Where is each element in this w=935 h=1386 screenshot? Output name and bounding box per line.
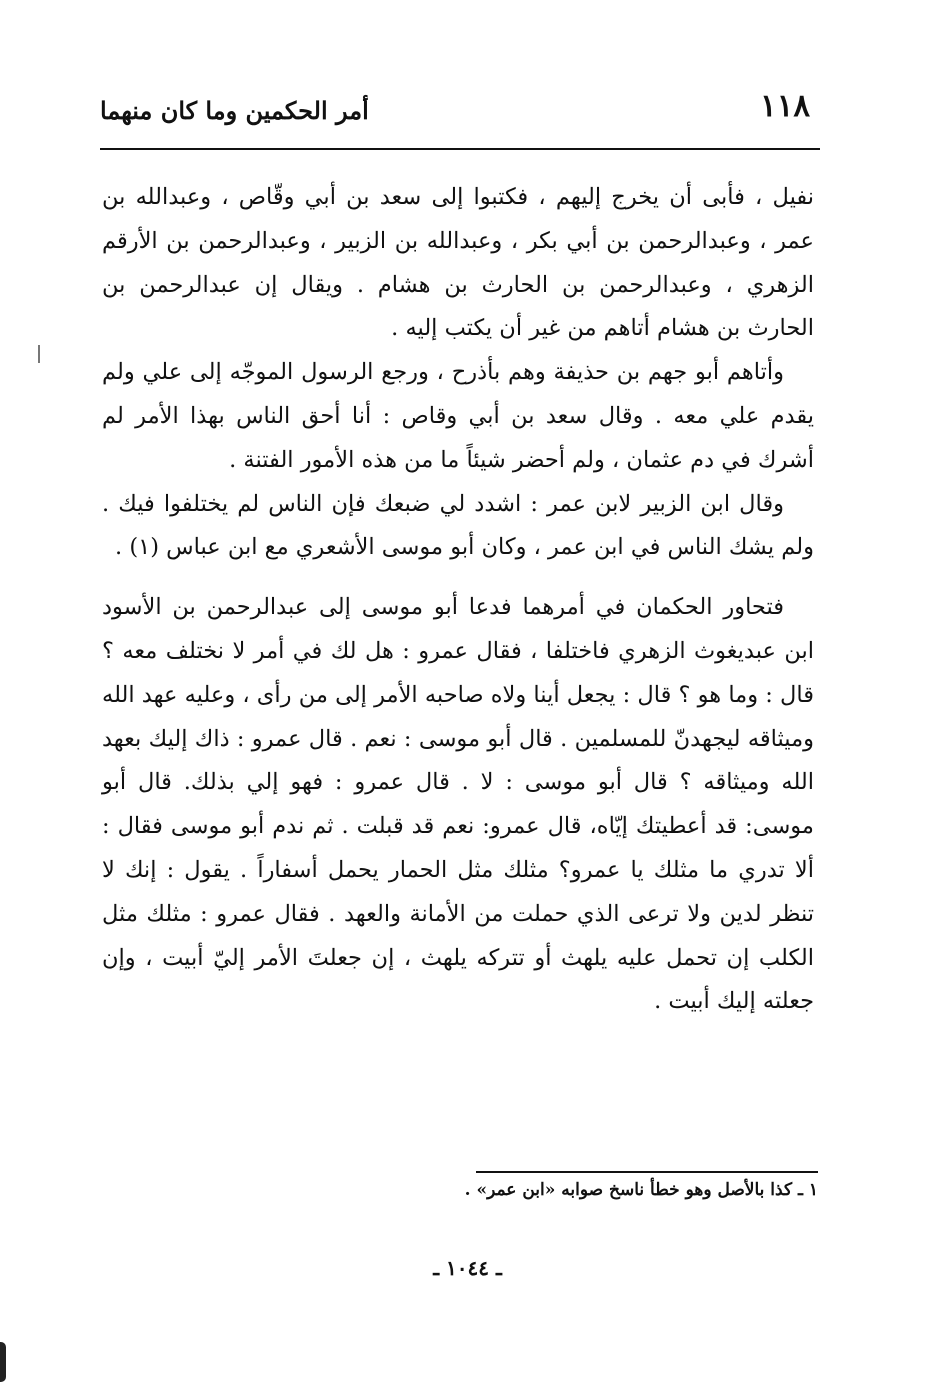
running-title: أمر الحكمين وما كان منهما xyxy=(100,96,369,125)
page-header xyxy=(100,88,818,144)
folio-page-number: ـ ١٠٤٤ ـ xyxy=(433,1256,502,1280)
scan-artifact-edge xyxy=(0,1342,6,1382)
footnote-rule xyxy=(476,1171,818,1173)
paragraph-4: فتحاور الحكمان في أمرهما فدعا أبو موسى إلى عبدالرحمن بن الأسود ابن عبديغوث الزهري فاختلفا ، فقال عمرو : هل لك في أمر لا نختلف معه ؟ قال : وما هو ؟ قال : يجعل أينا ولاه صاحبه الأمر إلى من رأى ، وعليه عهد الله وميثاقه ليجهدنّ للمسلمين . قال أبو موسى : نعم . قال عمرو : ذاك إليك بعهد الله وميثاقه ؟ قال أبو موسى : لا . قال عمرو : فهو إلي بذلك. قال أبو موسى: قد أعطيتك إيّاه، قال عمرو: نعم قد قبلت . ثم ندم أبو موسى فقال : ألا تدري ما مثلك يا عمرو؟ مثلك مثل الحمار يحمل أسفاراً . يقول : إنك لا تنظر لدين ولا ترعى الذي حملت من الأمانة والعهد . فقال عمرو : مثلك مثل الكلب إن تحمل عليه يلهث أو تتركه يلهث ، إن جعلتَ الأمر إليّ أبيت ، وإن جعلته إليك أبيت . xyxy=(102,594,814,1015)
scan-artifact xyxy=(38,345,40,363)
paragraph-2: وأتاهم أبو جهم بن حذيفة وهم بأذرح ، ورجع الرسول الموجّه إلى علي ولم يقدم علي معه . وقال سعد بن أبي وقاص : أنا أحق الناس بهذا الأمر لم أشرك في دم عثمان ، ولم أحضر شيئاً ما من هذه الأمور الفتنة . xyxy=(102,359,814,473)
footnote: ١ ـ كذا بالأصل وهو خطأ ناسخ صوابه «ابن عمر» . xyxy=(464,1180,818,1200)
header-rule xyxy=(100,148,820,150)
header-page-number: ١١٨ xyxy=(760,88,810,124)
paragraph-1: نفيل ، فأبى أن يخرج إليهم ، فكتبوا إلى سعد بن أبي وقّاص ، وعبدالله بن عمر ، وعبدالرحمن بن أبي بكر ، وعبدالله بن الزبير ، وعبدالرحمن بن الأرقم الزهري ، وعبدالرحمن بن الحارث بن هشام . ويقال إن عبدالرحمن بن الحارث بن هشام أتاهم من غير أن يكتب إليه . xyxy=(102,184,814,342)
paragraph-3: وقال ابن الزبير لابن عمر : اشدد لي ضبعك فإن الناس لم يختلفوا فيك . ولم يشك الناس في ابن عمر ، وكان أبو موسى الأشعري مع ابن عباس (١) . xyxy=(102,490,814,561)
main-text xyxy=(102,176,814,1024)
